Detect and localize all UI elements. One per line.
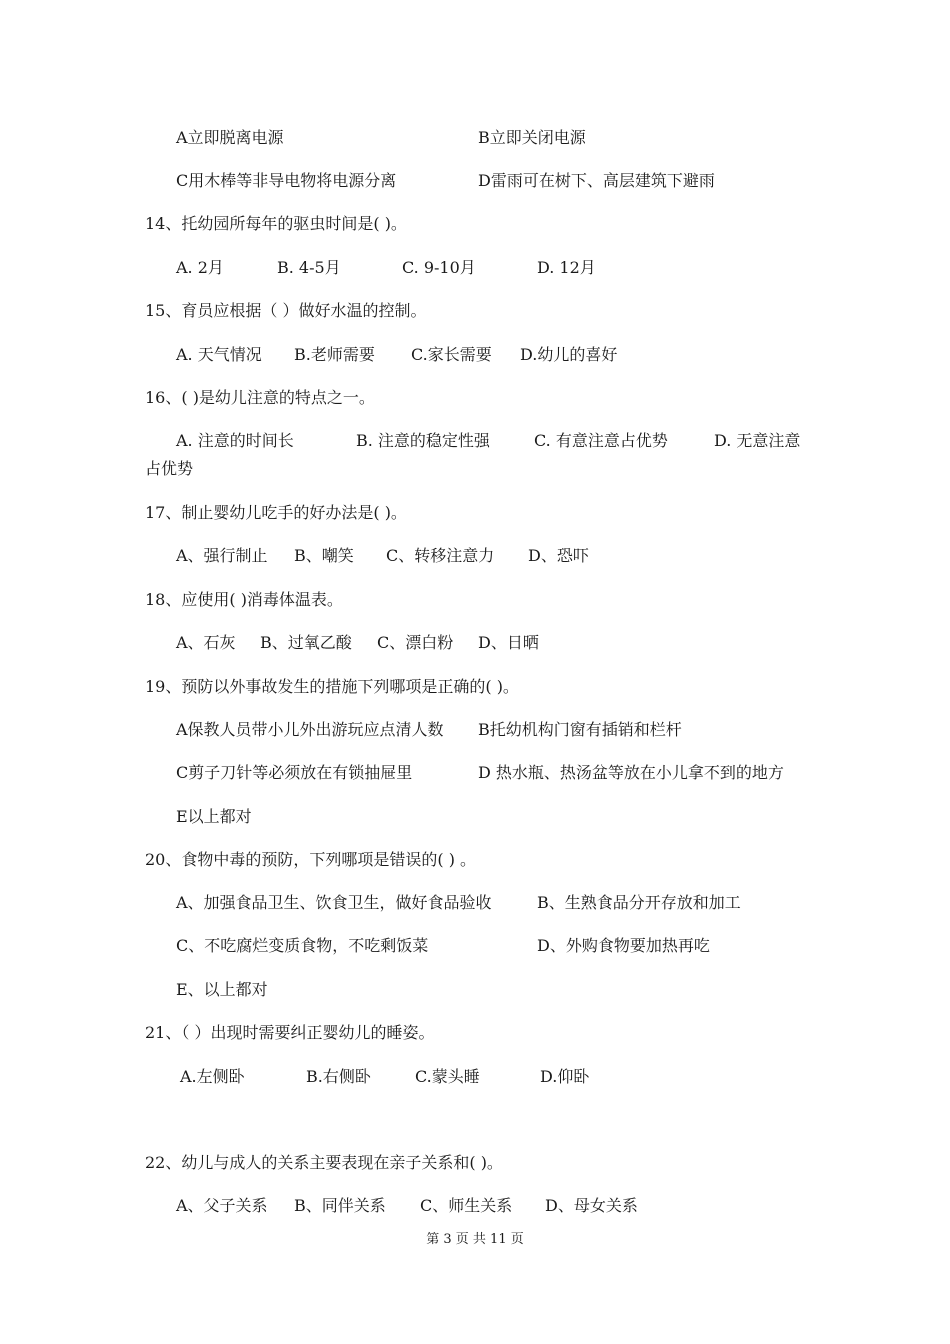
question-14: 14、托幼园所每年的驱虫时间是( )。 [145, 214, 407, 233]
q17-option-c: C、转移注意力 [386, 546, 495, 565]
q14-option-c: C. 9-10月 [402, 258, 476, 277]
q14-option-b: B. 4-5月 [277, 258, 341, 277]
q15-option-b: B.老师需要 [294, 345, 375, 364]
q13-option-d: D雷雨可在树下、高层建筑下避雨 [478, 171, 715, 190]
q22-option-d: D、母女关系 [545, 1196, 638, 1215]
q20-option-e: E、以上都对 [176, 980, 268, 999]
q20-option-a: A、加强食品卫生、饮食卫生，做好食品验收 [176, 893, 492, 912]
q13-option-b: B立即关闭电源 [478, 128, 586, 147]
q17-option-a: A、强行制止 [176, 546, 268, 565]
page-footer: 第 3 页 共 11 页 [426, 1232, 524, 1247]
question-17: 17、制止婴幼儿吃手的好办法是( )。 [145, 503, 407, 522]
q18-option-b: B、过氧乙酸 [260, 633, 352, 652]
q14-option-a: A. 2月 [176, 258, 224, 277]
q18-option-d: D、日晒 [478, 633, 539, 652]
q16-option-a: A. 注意的时间长 [176, 431, 294, 450]
q22-option-a: A、父子关系 [176, 1196, 268, 1215]
q21-option-d: D.仰卧 [540, 1067, 590, 1086]
q18-option-c: C、漂白粉 [377, 633, 454, 652]
q14-option-d: D. 12月 [537, 258, 596, 277]
q21-option-b: B.右侧卧 [306, 1067, 371, 1086]
q16-option-d-continuation: 占优势 [145, 459, 194, 478]
question-16: 16、( )是幼儿注意的特点之一。 [145, 388, 375, 407]
q13-option-a: A立即脱离电源 [176, 128, 284, 147]
question-18: 18、应使用( )消毒体温表。 [145, 590, 343, 609]
q17-option-d: D、恐吓 [528, 546, 589, 565]
q20-option-c: C、不吃腐烂变质食物，不吃剩饭菜 [176, 936, 429, 955]
q15-option-a: A. 天气情况 [176, 345, 262, 364]
q15-option-d: D.幼儿的喜好 [520, 345, 618, 364]
question-21: 21、（ ）出现时需要纠正婴幼儿的睡姿。 [145, 1023, 435, 1042]
q19-option-b: B托幼机构门窗有插销和栏杆 [478, 720, 682, 739]
q19-option-d: D 热水瓶、热汤盆等放在小儿拿不到的地方 [478, 763, 784, 782]
q17-option-b: B、嘲笑 [294, 546, 354, 565]
q13-option-c: C用木棒等非导电物将电源分离 [176, 171, 397, 190]
question-22: 22、幼儿与成人的关系主要表现在亲子关系和( )。 [145, 1153, 503, 1172]
q16-option-b: B. 注意的稳定性强 [356, 431, 490, 450]
q21-option-a: A.左侧卧 [180, 1067, 245, 1086]
question-15: 15、育员应根据（ ）做好水温的控制。 [145, 301, 427, 320]
q22-option-b: B、同伴关系 [294, 1196, 386, 1215]
q19-option-a: A保教人员带小儿外出游玩应点清人数 [176, 720, 444, 739]
q19-option-e: E以上都对 [176, 807, 252, 826]
q22-option-c: C、师生关系 [420, 1196, 513, 1215]
question-20: 20、食物中毒的预防，下列哪项是错误的( ) 。 [145, 850, 477, 869]
q16-option-c: C. 有意注意占优势 [534, 431, 668, 450]
question-19: 19、预防以外事故发生的措施下列哪项是正确的( )。 [145, 677, 519, 696]
q21-option-c: C.蒙头睡 [415, 1067, 480, 1086]
q16-option-d: D. 无意注意 [714, 431, 801, 450]
q20-option-d: D、外购食物要加热再吃 [537, 936, 710, 955]
q20-option-b: B、生熟食品分开存放和加工 [537, 893, 741, 912]
q18-option-a: A、石灰 [176, 633, 236, 652]
q19-option-c: C剪子刀针等必须放在有锁抽屉里 [176, 763, 413, 782]
q15-option-c: C.家长需要 [411, 345, 492, 364]
